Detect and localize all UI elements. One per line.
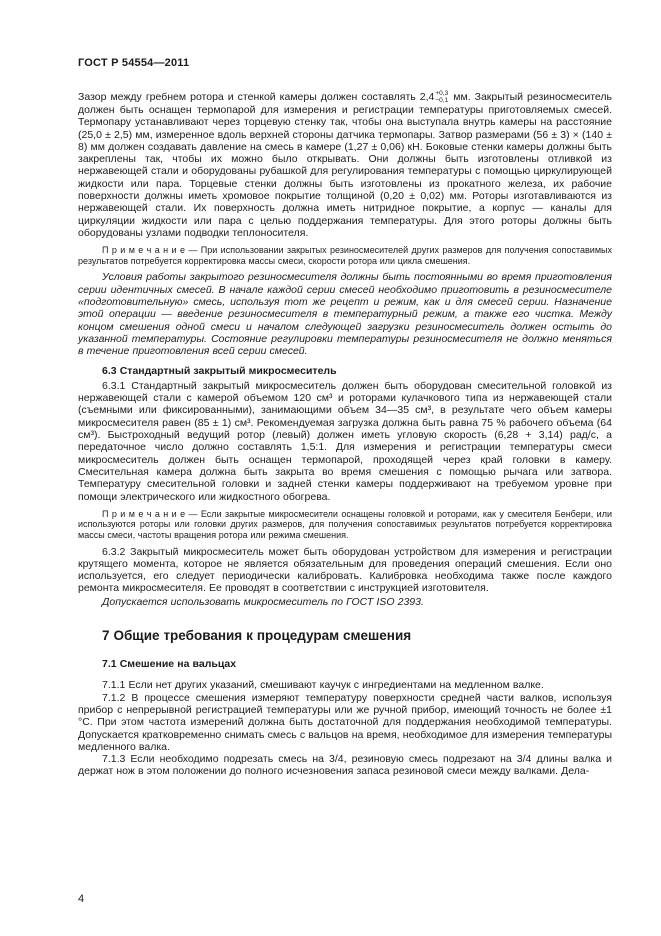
para-7-1-1: 7.1.1 Если нет других указаний, смешивают каучук с ингредиентами на медленном валке. <box>102 679 544 692</box>
heading-7-1: 7.1 Смешение на вальцах <box>102 658 237 671</box>
tolerance-lower: −0,1 <box>435 97 449 104</box>
para-mixer-requirements: Зазор между гребнем ротора и стенкой камеры должен составлять 2,4 +0,3 −0,1 мм. Закрытый резиносмеситель должен быть оснащен термопарой для измерения и регистрации температуры приготовляемых смесей. Термопару устанавливают через торцевую стенку так, чтобы она выступала внутрь камеры на расстояние (25,0 ± 2,5) мм, измеренное вдоль верхней стороны датчика термопары. Затвор размерами (56 ± 3) × (140 ± 8) мм должен создавать давление на смесь в камере (1,27 ± 0,06) кН. Боковые стенки камеры должны быть закреплены так, чтобы их можно было открывать. Они должны быть изготовлены отливкой из нержавеющей стали и оборудованы рубашкой для регулирования температуры с помощью циркулирующей жидкости или пара. Торцевые стенки должны быть изготовлены из прокатного железа, их рабочие поверхности должны иметь хромовое покрытие толщиной (0,20 ± 0,02) мм. Роторы изготавливаются из нержавеющей стали. Их поверхность должна иметь нитридное покрытие, а корпус — каналы для циркуляции жидкости или пара с целью поддержания температуры. Для этого роторы должны быть оборудованы узлами подводки теплоносителя. <box>78 90 612 239</box>
para-gost-iso-2393: Допускается использовать микросмеситель по ГОСТ ISO 2393. <box>102 595 424 608</box>
para-7-1-2: 7.1.2 В процессе смешения измеряют температуру поверхности средней части валков, используя прибор с непрерывной регистрацией температуры или же ручной прибор, имеющий точность не более ±1 °С. При этом частота измерений должна быть достаточной для поддержания необходимой температуры. Допускается кратковременно снимать смесь с вальцов на время, необходимое для измерения температуры медленного валка. <box>78 691 612 753</box>
tolerance-stack <box>435 90 448 104</box>
para-6-3-1: 6.3.1 Стандартный закрытый микросмеситель должен быть оборудован смесительной головкой из нержавеющей стали с камерой объемом 120 см³ и роторами кулачкового типа из нержавеющей стали (съемными или фиксированными), занимающими объем 34—35 см³, в результате чего объем камеры микросмесителя равен (85 ± 1) см³. Рекомендуемая загрузка должна быть равна 75 % рабочего объема (64 см³). Быстроходный ведущий ротор (левый) должен иметь угловую скорость (6,28 + 3,14) рад/с, а передаточное число должно составлять 1,5:1. Для измерения и регистрации температуры смеси микросмеситель должен быть оснащен термопарой, проходящей через край головки в камеру. Смесительная камера должна быть закрыта во время смешения с помощью рычага или затвора. Температуру смесительной головки и задней стенки камеры поддерживают на требуемом уровне при помощи электрического или жидкостного обогрева. <box>78 379 612 503</box>
document-body <box>78 90 612 778</box>
heading-7: 7 Общие требования к процедурам смешения <box>102 628 412 644</box>
para-series-conditions: Условия работы закрытого резиносмесителя должны быть постоянными во время приготовления серии идентичных смесей. В начале каждой серии смесей необходимо приготовить в резиносмесителе «подготовительную» смесь, используя тот же рецепт и режим, как и для смесей серии. Назначение этой операции — введение резиносмесителя в температурный режим, а также его чистка. Между концом смешения одной смеси и началом следующей загрузки резиносмеситель должен остыть до указанной температуры. Состояние регулировки температуры резиносмесителя не должно меняться в течение приготовления всей серии смесей. <box>78 271 612 358</box>
heading-6-3: 6.3 Стандартный закрытый микросмеситель <box>102 364 337 377</box>
para-7-1-3: 7.1.3 Если необходимо подрезать смесь на 3/4, резиновую смесь подрезают на 3/4 длины валка и держат нож в этом положении до полного исчезновения запаса резиновой смеси между валками. Дела- <box>78 753 612 778</box>
document-header-title: ГОСТ Р 54554—2011 <box>78 57 190 69</box>
note-micromixer: П р и м е ч а н и е — Если закрытые микросмесители оснащены головкой и роторами, как у смесителя Бенбери, или используются роторы или головки других размеров, для получения сопоставимых результатов потребуется корректировка массы смеси, частоты вращения ротора или режима смешения. <box>78 508 612 540</box>
note-mixer-sizes: П р и м е ч а н и е — При использовании закрытых резиносмесителей других размеров для получения сопоставимых результатов потребуется корректировка массы смеси, скорости ротора или цикла смешения. <box>78 245 612 266</box>
para-6-3-2: 6.3.2 Закрытый микросмеситель может быть оборудован устройством для измерения и регистрации крутящего момента, которое не является обязательным для проведения операций смешения. Если оно используется, его следует периодически калибровать. Калибровка необходима также после каждого ремонта микросмесителя. Ее проводят в соответствии с инструкцией изготовителя. <box>78 545 612 595</box>
tolerance-upper: +0,3 <box>435 90 449 97</box>
page-number: 4 <box>78 893 85 905</box>
